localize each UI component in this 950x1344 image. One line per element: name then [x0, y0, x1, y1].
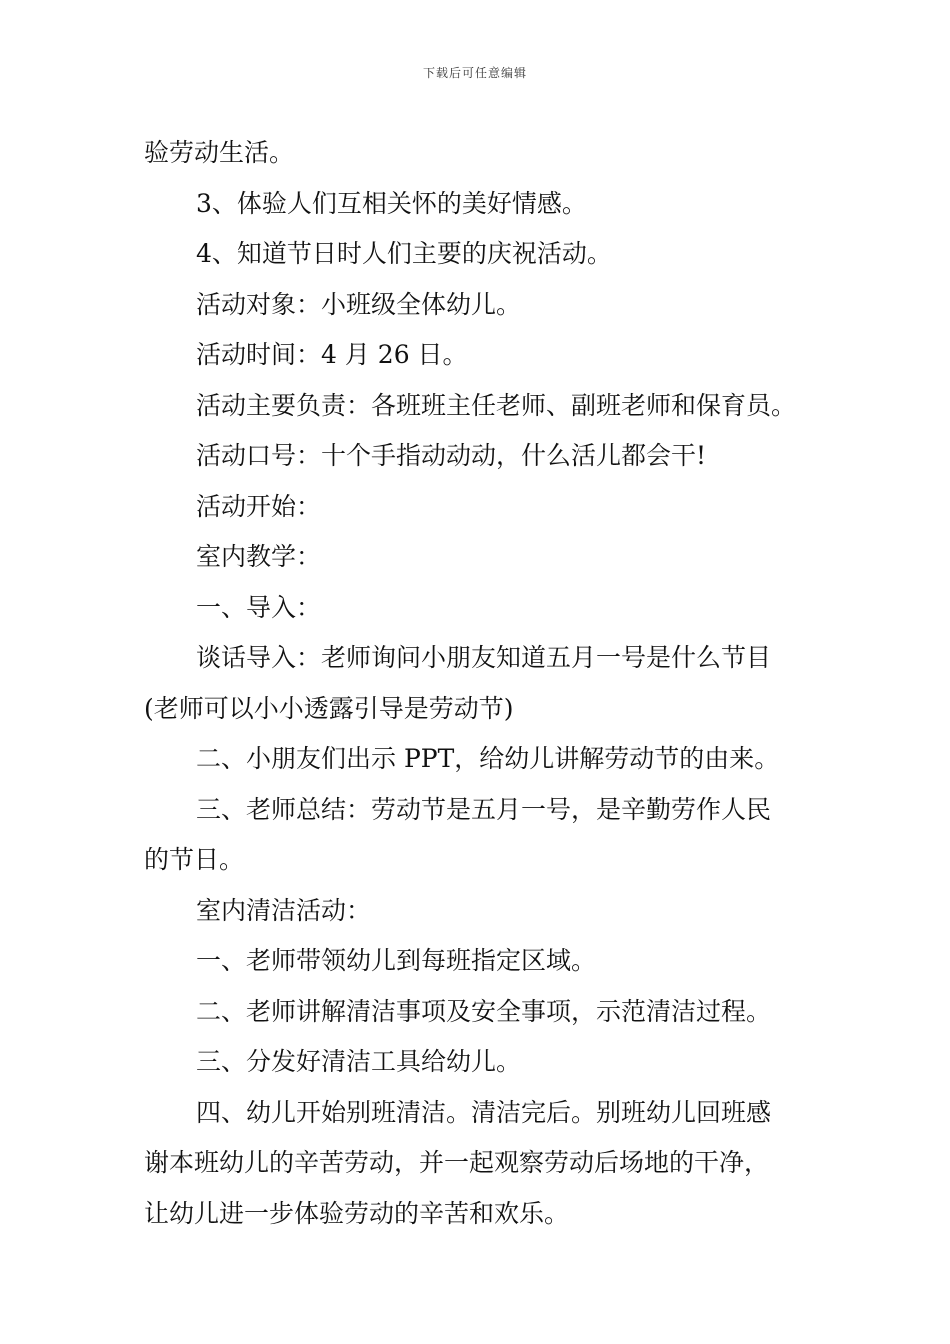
- text-line: 活动主要负责：各班班主任老师、副班老师和保育员。: [196, 390, 797, 420]
- text-line: 活动对象：小班级全体幼儿。: [196, 289, 522, 319]
- text-line: 验劳动生活。: [144, 138, 295, 167]
- text-line: 活动口号：十个手指动动动，什么活儿都会干!: [196, 441, 707, 470]
- text-line: 三、老师总结：劳动节是五月一号，是辛勤劳作人民: [196, 794, 772, 824]
- document-body: [144, 128, 809, 1239]
- header-note: 下载后可任意编辑: [422, 66, 527, 80]
- text-line: 一、老师带领幼儿到每班指定区域。: [196, 946, 597, 975]
- text-line: (老师可以小小透露引导是劳动节): [144, 693, 514, 723]
- text-line: 4、知道节日时人们主要的庆祝活动。: [196, 239, 612, 268]
- text-line: 让幼儿进一步体验劳动的辛苦和欢乐。: [144, 1198, 570, 1228]
- text-line: 3、体验人们互相关怀的美好情感。: [196, 188, 587, 218]
- text-line: 一、导入：: [196, 592, 322, 622]
- text-line: 室内清洁活动：: [196, 895, 372, 925]
- text-line: 二、小朋友们出示 PPT，给幼儿讲解劳动节的由来。: [196, 744, 780, 773]
- text-line: 室内教学：: [196, 542, 322, 571]
- text-line: 活动开始：: [196, 491, 322, 521]
- text-line: 活动时间：4 月 26 日。: [196, 340, 468, 369]
- text-line: 谢本班幼儿的辛苦劳动，并一起观察劳动后场地的干净，: [144, 1148, 770, 1177]
- text-line: 四、幼儿开始别班清洁。清洁完后。别班幼儿回班感: [196, 1097, 772, 1127]
- text-line: 的节日。: [144, 845, 245, 874]
- text-line: 三、分发好清洁工具给幼儿。: [196, 1047, 522, 1076]
- text-line: 二、老师讲解清洁事项及安全事项，示范清洁过程。: [196, 996, 772, 1026]
- text-line: 谈话导入：老师询问小朋友知道五月一号是什么节目: [196, 643, 772, 672]
